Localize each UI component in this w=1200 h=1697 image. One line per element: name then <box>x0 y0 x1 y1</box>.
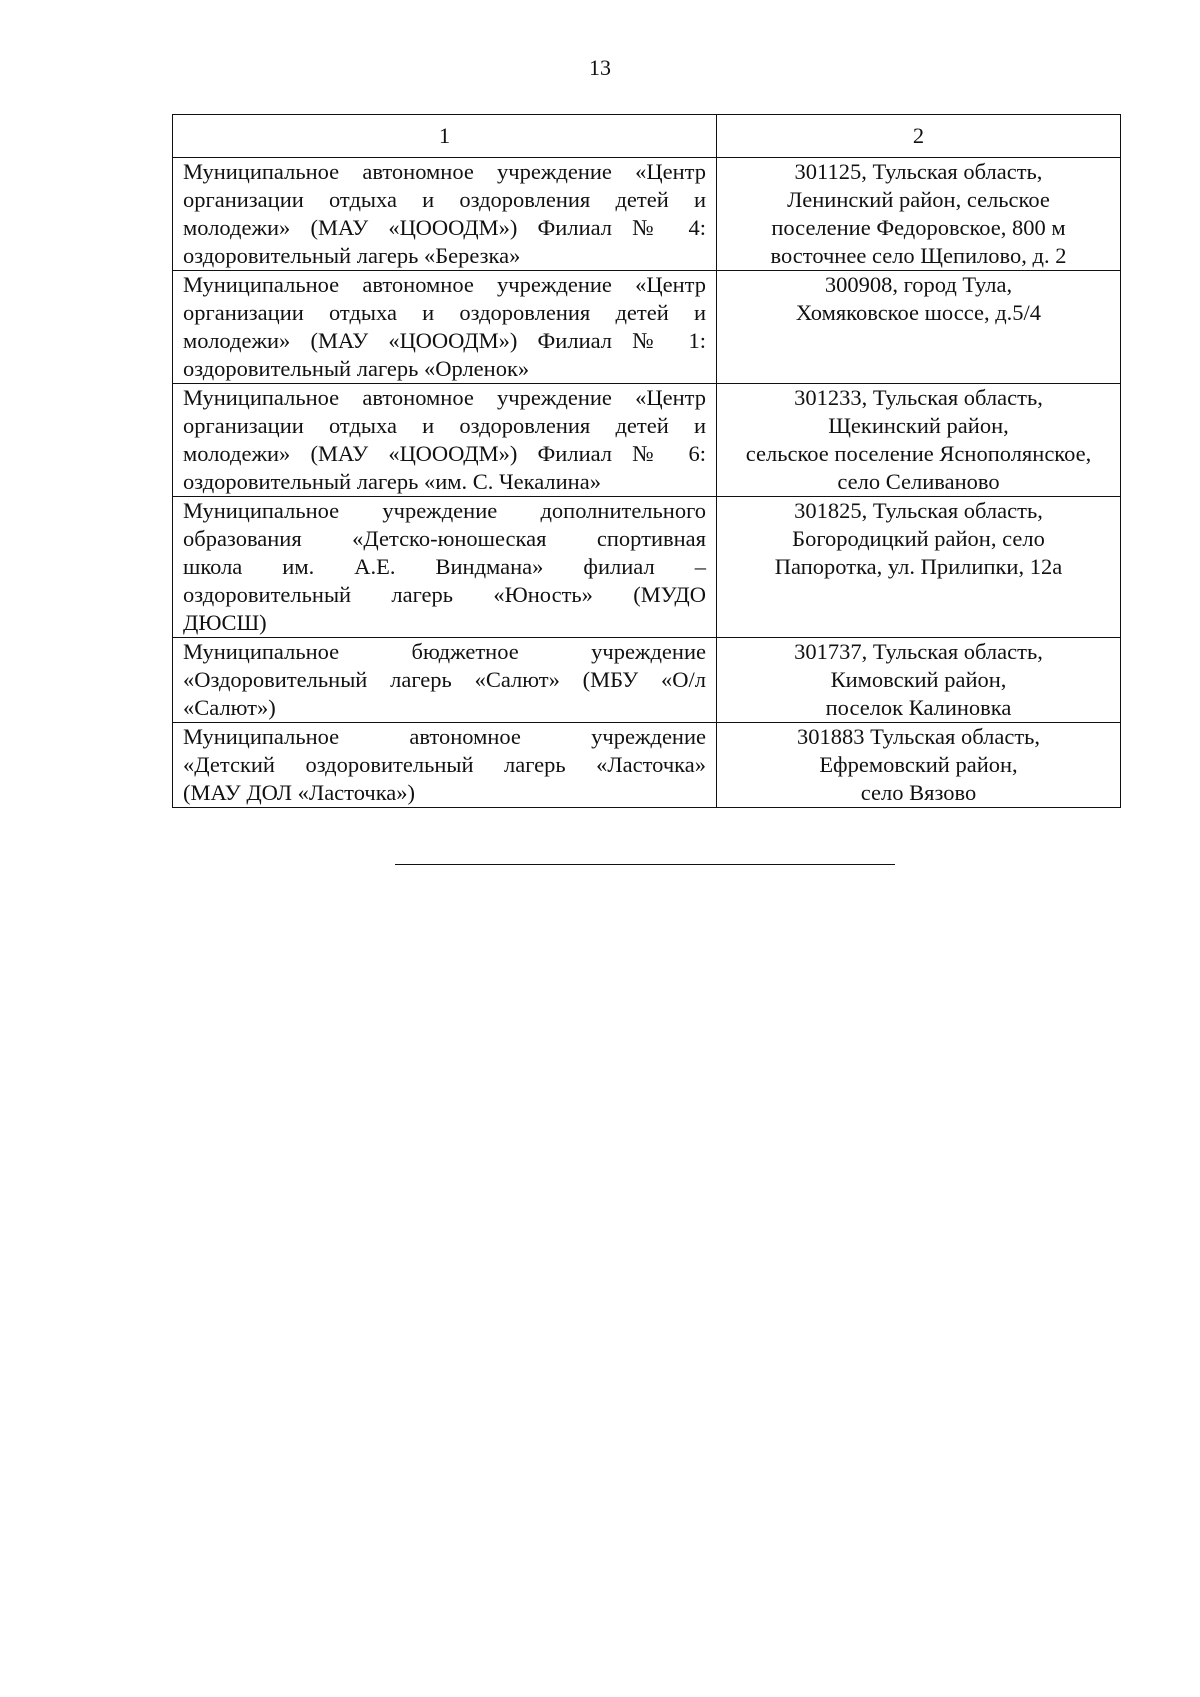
address-cell <box>717 497 1121 638</box>
address-line: поселение Федоровское, 800 м <box>771 215 1066 240</box>
address-cell <box>717 271 1121 384</box>
institution-name-line: молодежи» (МАУ «ЦОООДМ») Филиал № 6: <box>183 441 706 466</box>
table-row <box>173 384 1121 497</box>
institution-name-line: оздоровительный лагерь «им. С. Чекалина» <box>183 469 601 494</box>
institution-name-line: молодежи» (МАУ «ЦОООДМ») Филиал № 1: <box>183 328 706 353</box>
institution-name-cell <box>173 497 717 638</box>
address-line: Кимовский район, <box>830 667 1007 692</box>
camps-table <box>172 114 1121 808</box>
institution-name-line: Муниципальное автономное учреждение «Центр <box>183 385 706 410</box>
address-line: 301825, Тульская область, <box>794 498 1043 523</box>
address-line: 301125, Тульская область, <box>794 159 1043 184</box>
table-header-row <box>173 115 1121 158</box>
institution-name-line: Муниципальное бюджетное учреждение <box>183 639 706 664</box>
institution-name-line: «Салют») <box>183 695 276 720</box>
address-cell <box>717 384 1121 497</box>
institution-name-line: образования «Детско-юношеская спортивная <box>183 526 706 551</box>
table-row <box>173 638 1121 723</box>
institution-name-line: Муниципальное автономное учреждение <box>183 724 706 749</box>
table-row <box>173 497 1121 638</box>
institution-name-cell <box>173 158 717 271</box>
institution-name-line: оздоровительный лагерь «Орленок» <box>183 356 530 381</box>
institution-name-line: организации отдыха и оздоровления детей и <box>183 300 706 325</box>
address-line: Папоротка, ул. Прилипки, 12а <box>774 554 1063 579</box>
institution-name-cell <box>173 384 717 497</box>
end-rule <box>395 864 895 865</box>
institution-name-line: школа им. А.Е. Виндмана» филиал – <box>183 554 706 579</box>
institution-name-line: ДЮСШ) <box>183 610 267 635</box>
table-row <box>173 158 1121 271</box>
address-line: восточнее село Щепилово, д. 2 <box>770 243 1067 268</box>
address-line: 301233, Тульская область, <box>794 385 1043 410</box>
address-line: Ефремовский район, <box>819 752 1018 777</box>
column-header-2: 2 <box>717 115 1121 158</box>
address-cell <box>717 723 1121 808</box>
institution-name-cell <box>173 271 717 384</box>
institution-name-line: Муниципальное автономное учреждение «Центр <box>183 272 706 297</box>
address-line: 301737, Тульская область, <box>794 639 1043 664</box>
address-cell <box>717 158 1121 271</box>
institution-name-line: «Детский оздоровительный лагерь «Ласточка» <box>183 752 706 777</box>
address-line: сельское поселение Яснополянское, <box>745 441 1092 466</box>
column-header-1: 1 <box>173 115 717 158</box>
institution-name-line: Муниципальное учреждение дополнительного <box>183 498 706 523</box>
institution-name-cell <box>173 638 717 723</box>
institution-name-line: организации отдыха и оздоровления детей и <box>183 413 706 438</box>
institution-name-line: оздоровительный лагерь «Юность» (МУДО <box>183 582 706 607</box>
institution-name-line: организации отдыха и оздоровления детей и <box>183 187 706 212</box>
institution-name-cell <box>173 723 717 808</box>
address-line: Щекинский район, <box>828 413 1009 438</box>
institution-name-line: «Оздоровительный лагерь «Салют» (МБУ «О/л <box>183 667 706 692</box>
address-line: поселок Калиновка <box>825 695 1012 720</box>
address-line: Ленинский район, сельское <box>787 187 1050 212</box>
address-cell <box>717 638 1121 723</box>
table-row <box>173 271 1121 384</box>
institution-name-line: (МАУ ДОЛ «Ласточка») <box>183 780 416 805</box>
institution-name-line: молодежи» (МАУ «ЦОООДМ») Филиал № 4: <box>183 215 706 240</box>
page-number: 13 <box>589 55 611 80</box>
address-line: 300908, город Тула, <box>824 272 1013 297</box>
table-row <box>173 723 1121 808</box>
institution-name-line: Муниципальное автономное учреждение «Центр <box>183 159 706 184</box>
institution-name-line: оздоровительный лагерь «Березка» <box>183 243 521 268</box>
address-line: Хомяковское шоссе, д.5/4 <box>795 300 1042 325</box>
address-line: село Вязово <box>860 780 977 805</box>
address-line: 301883 Тульская область, <box>796 724 1041 749</box>
address-line: Богородицкий район, село <box>792 526 1045 551</box>
address-line: село Селиваново <box>837 469 1000 494</box>
